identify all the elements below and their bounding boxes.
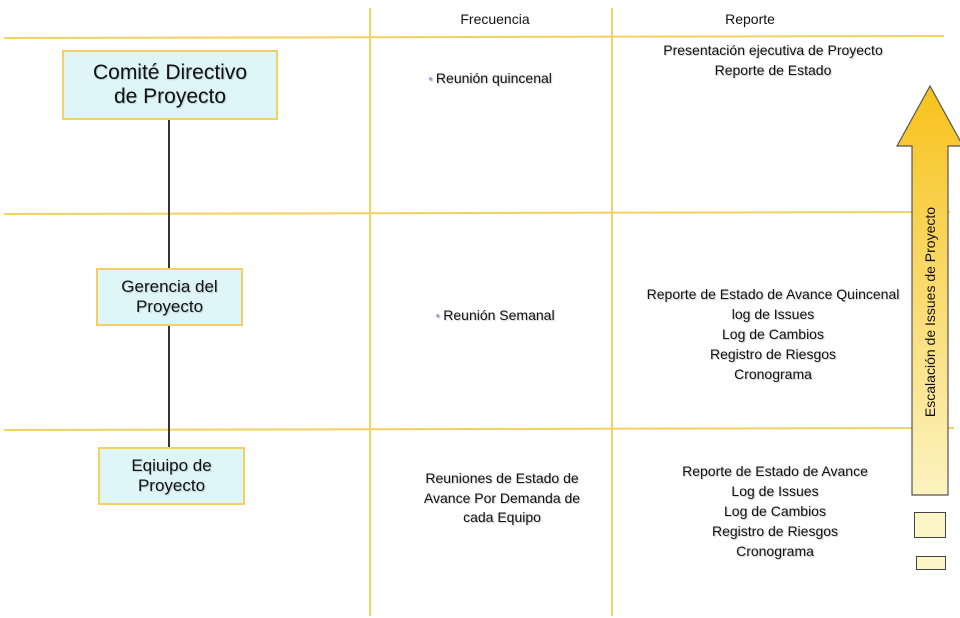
report-item: Reporte de Estado de Avance bbox=[682, 463, 868, 479]
report-item: Cronograma bbox=[734, 365, 812, 382]
frequency-project-team: Reuniones de Estado de Avance Por Demanda de cada Equipo bbox=[423, 470, 581, 526]
role-box-steering-committee: Comité Directivo de Proyecto bbox=[62, 50, 278, 120]
report-list-project-management bbox=[622, 285, 924, 384]
report-item: Cronograma bbox=[736, 542, 814, 559]
role-box-project-team: Eqiuipo de Proyecto bbox=[98, 447, 245, 505]
report-item: Log de Cambios bbox=[722, 325, 824, 342]
bullet-icon: ● bbox=[428, 74, 433, 84]
report-item: Reporte de Estado de Avance Quincenal bbox=[646, 286, 900, 302]
frequency-text: Reunión quincenal bbox=[435, 69, 552, 86]
frequency-project-management bbox=[410, 286, 580, 325]
report-item: Log de Cambios bbox=[724, 502, 826, 519]
frequency-column-header: Frecuencia bbox=[460, 11, 530, 27]
row-divider-header bbox=[4, 35, 944, 39]
role-box-project-management: Gerencia del Proyecto bbox=[96, 268, 243, 326]
escalation-arrow-label: Escalación de Issues de Proyecto bbox=[922, 206, 938, 418]
escalation-legend-box-small bbox=[916, 556, 946, 570]
report-item: log de Issues bbox=[731, 305, 815, 322]
report-item: Registro de Riesgos bbox=[709, 345, 837, 362]
column-divider-frequency bbox=[369, 8, 371, 616]
row-divider-1 bbox=[4, 211, 950, 215]
report-item: Registro de Riesgos bbox=[711, 522, 839, 539]
frequency-steering-committee bbox=[395, 49, 585, 88]
report-item: Reporte de Estado bbox=[714, 61, 832, 78]
report-list-project-team bbox=[640, 462, 910, 561]
escalation-legend-box-large bbox=[914, 512, 946, 538]
report-item: Presentación ejecutiva de Proyecto bbox=[663, 42, 883, 58]
report-item: Log de Issues bbox=[731, 482, 819, 499]
report-column-header: Reporte bbox=[725, 11, 775, 27]
report-list-steering-committee bbox=[622, 41, 924, 81]
row-divider-2 bbox=[4, 427, 954, 431]
bullet-icon: ● bbox=[435, 311, 441, 321]
frequency-text: Reunión Semanal bbox=[443, 306, 555, 323]
